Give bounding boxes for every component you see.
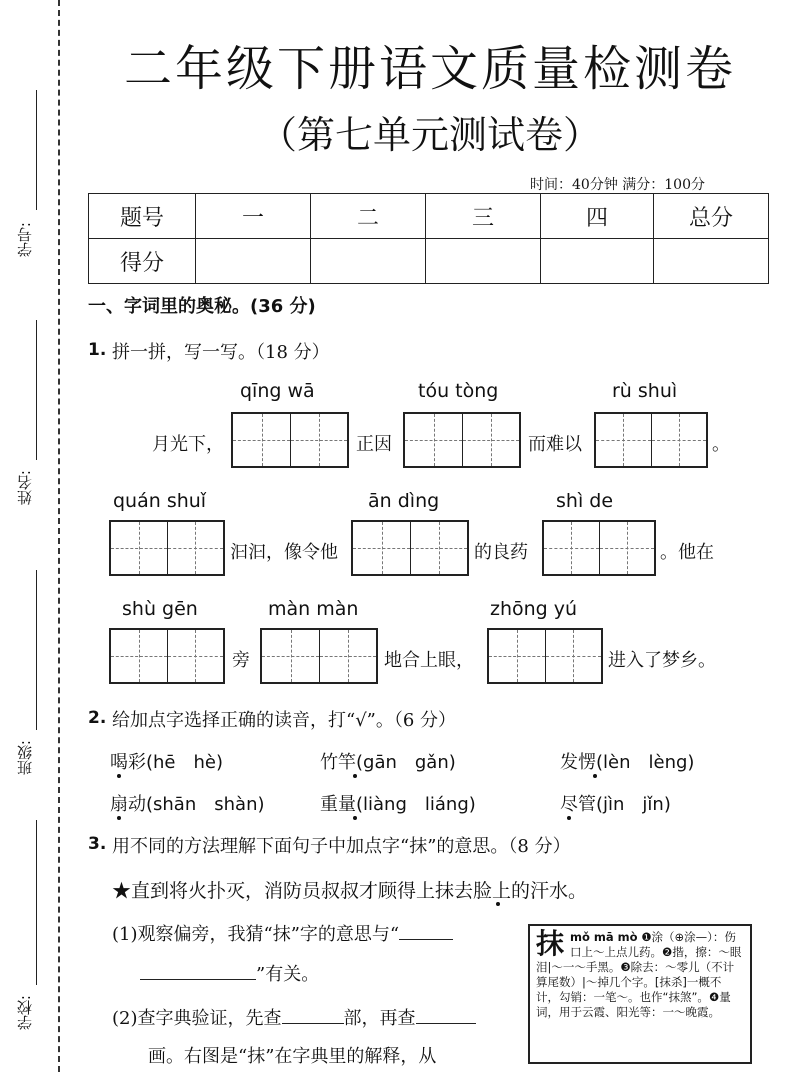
sentence-text: 月光下，	[152, 434, 224, 455]
writing-box[interactable]	[109, 520, 225, 576]
reading-option[interactable]: 发愣(lèn lèng)	[560, 752, 695, 773]
emphasis-dot	[567, 816, 571, 820]
q3-number: 3.	[88, 834, 107, 854]
writing-box[interactable]	[403, 412, 521, 468]
sentence-text: 汩汩，像令他	[230, 542, 338, 563]
emphasis-dot	[593, 774, 597, 778]
answer-blank[interactable]	[416, 1023, 476, 1024]
answer-blank[interactable]	[399, 939, 453, 940]
pinyin: ān dìng	[368, 490, 440, 512]
sentence-text: 而难以	[528, 434, 582, 455]
dict-body: ❶涂（⊕涂—）：伤口上～上点儿药。❷揩，擦：～眼泪|～一～手黑。❸除去：～零儿（不计算尾数）|～掉几个字。[抹杀]一概不计，勾销：一笔～。也作“抹煞”。❹量词，用于云霞、阳光等：一～晚霞。	[536, 930, 742, 1019]
school-label: 学校:	[16, 995, 34, 1031]
emphasis-dot	[117, 816, 121, 820]
score-cell[interactable]	[541, 239, 654, 284]
name-line	[36, 320, 37, 460]
q3-part2-c: 画。右图是“抹”在字典里的解释，从	[148, 1046, 437, 1067]
sentence-text: 正因	[356, 434, 392, 455]
q1-instruction: 拼一拼，写一写。（18 分）	[112, 342, 330, 363]
writing-box[interactable]	[231, 412, 349, 468]
score-header: 题号	[89, 194, 196, 239]
score-header: 三	[426, 194, 541, 239]
q3-part2-a: (2)查字典验证，先查 部，再查	[112, 1004, 476, 1030]
score-header: 二	[311, 194, 426, 239]
student-id-label: 学号:	[16, 222, 34, 258]
sentence-text: 旁	[232, 650, 250, 671]
reading-option[interactable]: 尽管(jìn jǐn)	[560, 794, 671, 815]
q3-sentence: ★直到将火扑灭，消防员叔叔才顾得上抹去脸上的汗水。	[112, 880, 588, 902]
score-table	[88, 193, 769, 284]
score-cell[interactable]	[311, 239, 426, 284]
section-1-heading: 一、字词里的奥秘。(36 分)	[88, 296, 316, 317]
page-title: 二年级下册语文质量检测卷	[123, 41, 736, 97]
answer-blank[interactable]	[282, 1023, 344, 1024]
dict-pinyin: mǒ mā mò	[570, 930, 638, 944]
page-subtitle: （第七单元测试卷）	[258, 113, 601, 157]
score-cell[interactable]	[654, 239, 769, 284]
pinyin: màn màn	[268, 598, 359, 620]
score-header: 一	[196, 194, 311, 239]
pinyin: shù gēn	[122, 598, 198, 620]
reading-option[interactable]: 重量(liàng liáng)	[320, 794, 476, 815]
sentence-text: 。	[712, 434, 730, 455]
name-label: 姓名:	[16, 470, 34, 506]
pinyin: quán shuǐ	[113, 490, 207, 512]
pinyin: qīng wā	[240, 380, 315, 402]
pinyin: shì de	[556, 490, 614, 512]
answer-blank[interactable]	[140, 979, 256, 980]
q1-number: 1.	[88, 340, 107, 360]
emphasis-dot	[353, 774, 357, 778]
sentence-text: 的良药	[474, 542, 528, 563]
q2-number: 2.	[88, 708, 107, 728]
emphasis-dot	[353, 816, 357, 820]
dictionary-entry	[528, 924, 752, 1064]
q3-instruction: 用不同的方法理解下面句子中加点字“抹”的意思。（8 分）	[112, 836, 571, 857]
writing-box[interactable]	[260, 628, 378, 684]
binding-dashed-line	[58, 0, 60, 1072]
score-row-label: 得分	[89, 239, 196, 284]
writing-box[interactable]	[487, 628, 603, 684]
q2-instruction: 给加点字选择正确的读音，打“√”。（6 分）	[112, 710, 457, 731]
class-line	[36, 570, 37, 730]
sentence-text: 进入了梦乡。	[608, 650, 716, 671]
time-info: 时间：40分钟 满分：100分	[530, 177, 705, 193]
pinyin: tóu tòng	[418, 380, 499, 402]
reading-option[interactable]: 扇动(shān shàn)	[110, 794, 265, 815]
pinyin: rù shuì	[612, 380, 678, 402]
score-cell[interactable]	[426, 239, 541, 284]
class-label: 班级:	[16, 740, 34, 776]
score-header: 四	[541, 194, 654, 239]
sentence-text: 。他在	[660, 542, 714, 563]
pinyin: zhōng yú	[490, 598, 578, 620]
emphasis-dot	[496, 902, 500, 906]
reading-option[interactable]: 喝彩(hē hè)	[110, 752, 224, 773]
emphasis-dot	[117, 774, 121, 778]
score-header: 总分	[654, 194, 769, 239]
dict-char: 抹	[536, 927, 565, 960]
school-line	[36, 820, 37, 985]
score-cell[interactable]	[196, 239, 311, 284]
writing-box[interactable]	[351, 520, 469, 576]
sentence-text: 地合上眼，	[384, 650, 474, 671]
writing-box[interactable]	[109, 628, 225, 684]
student-id-line	[36, 90, 37, 210]
writing-box[interactable]	[594, 412, 708, 468]
reading-option[interactable]: 竹竿(gān gǎn)	[320, 752, 456, 773]
q3-part1-b: ”有关。	[140, 960, 319, 986]
q3-part1-a: (1)观察偏旁，我猜“抹”字的意思与“	[112, 920, 453, 946]
writing-box[interactable]	[542, 520, 656, 576]
